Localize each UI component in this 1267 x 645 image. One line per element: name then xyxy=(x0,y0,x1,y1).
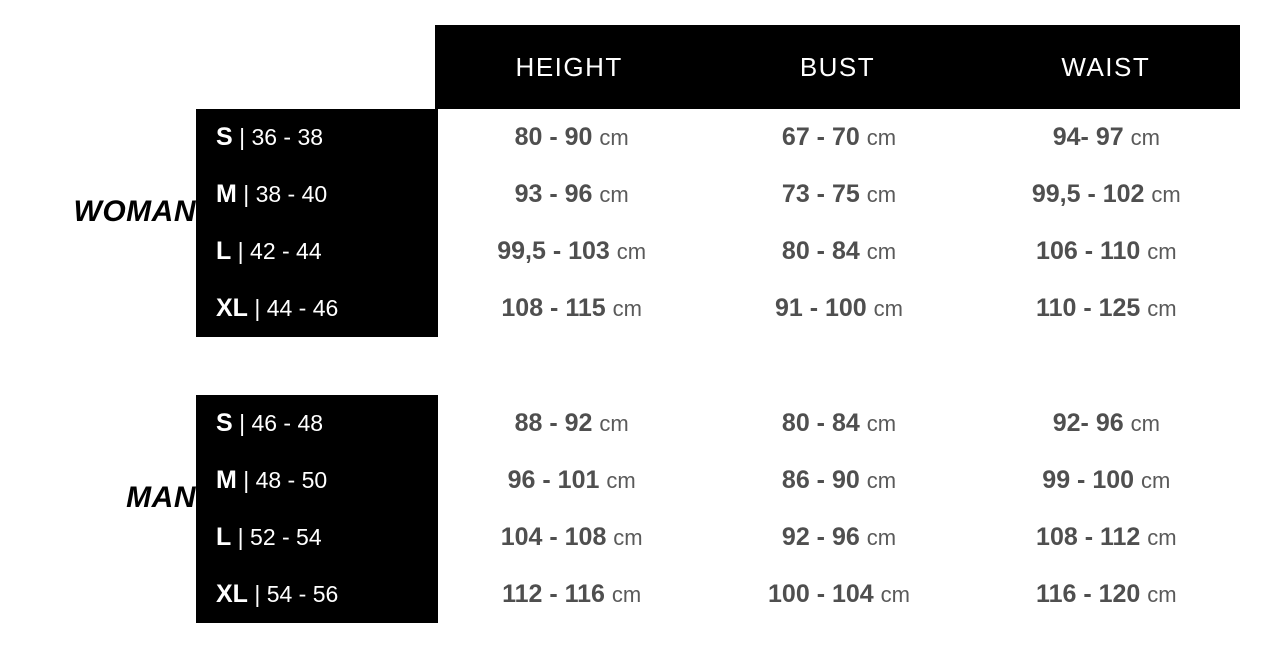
height-value xyxy=(438,409,705,438)
unit-label: cm xyxy=(1147,296,1177,321)
group-label-man: MAN xyxy=(126,481,196,514)
unit-label: cm xyxy=(1141,468,1171,493)
size-label: L xyxy=(216,523,232,551)
unit-label: cm xyxy=(606,468,636,493)
unit-label: cm xyxy=(866,411,897,436)
unit-label: cm xyxy=(1151,182,1181,207)
bust-number: 86 - 90 xyxy=(781,466,860,494)
table-row xyxy=(196,109,1240,166)
bust-number: 92 - 96 xyxy=(781,523,860,551)
waist-number: 116 - 120 xyxy=(1036,580,1141,608)
bust-number: 73 - 75 xyxy=(781,180,860,208)
table-row xyxy=(196,395,1240,452)
column-header-height: HEIGHT xyxy=(515,51,623,82)
height-value xyxy=(438,523,705,552)
bust-value xyxy=(705,294,972,323)
unit-label: cm xyxy=(599,125,629,150)
unit-label: cm xyxy=(599,182,629,207)
size-cell xyxy=(196,466,438,495)
bust-number: 80 - 84 xyxy=(781,237,860,265)
height-number: 93 - 96 xyxy=(514,180,593,208)
waist-value xyxy=(973,409,1240,438)
table-row xyxy=(196,566,1240,623)
table-header-row xyxy=(435,25,1240,109)
size-label: M xyxy=(216,466,237,494)
group-label-woman: WOMAN xyxy=(73,195,196,228)
table-row xyxy=(196,509,1240,566)
height-value xyxy=(438,237,705,266)
size-range: | 42 - 44 xyxy=(237,238,322,264)
waist-value xyxy=(973,580,1240,609)
height-value xyxy=(438,180,705,209)
unit-label: cm xyxy=(866,525,897,550)
size-cell xyxy=(196,237,438,266)
unit-label: cm xyxy=(866,239,897,264)
height-number: 104 - 108 xyxy=(500,523,607,551)
waist-number: 94- 97 xyxy=(1052,123,1124,151)
size-label: XL xyxy=(216,580,248,608)
waist-value xyxy=(973,466,1240,495)
size-range: | 46 - 48 xyxy=(239,410,324,436)
size-cell xyxy=(196,523,438,552)
column-header-bust: BUST xyxy=(799,51,876,82)
size-range: | 38 - 40 xyxy=(243,181,328,207)
height-value xyxy=(438,294,705,323)
column-header-waist: WAIST xyxy=(1061,51,1151,82)
table-row xyxy=(196,280,1240,337)
height-value xyxy=(438,123,705,152)
rows-woman xyxy=(196,109,1240,337)
unit-label: cm xyxy=(613,525,643,550)
size-cell xyxy=(196,409,438,438)
size-label: XL xyxy=(216,294,248,322)
size-cell xyxy=(196,580,438,609)
bust-value xyxy=(705,237,972,266)
waist-number: 110 - 125 xyxy=(1036,294,1141,322)
size-cell xyxy=(196,294,438,323)
size-label: M xyxy=(216,180,237,208)
bust-number: 80 - 84 xyxy=(781,409,860,437)
waist-number: 99 - 100 xyxy=(1042,466,1135,494)
size-label: S xyxy=(216,409,233,437)
waist-number: 106 - 110 xyxy=(1036,237,1141,265)
bust-number: 91 - 100 xyxy=(774,294,867,322)
height-value xyxy=(438,466,705,495)
waist-value xyxy=(973,294,1240,323)
unit-label: cm xyxy=(616,239,647,264)
waist-number: 99,5 - 102 xyxy=(1031,180,1145,208)
unit-label: cm xyxy=(873,296,903,321)
unit-label: cm xyxy=(1147,239,1177,264)
waist-number: 108 - 112 xyxy=(1036,523,1141,551)
height-value xyxy=(438,580,705,609)
bust-value xyxy=(705,123,972,152)
bust-value xyxy=(705,523,972,552)
size-range: | 36 - 38 xyxy=(239,124,324,150)
waist-number: 92- 96 xyxy=(1052,409,1124,437)
size-cell xyxy=(196,123,438,152)
bust-value xyxy=(705,580,972,609)
bust-value xyxy=(705,180,972,209)
table-header-band xyxy=(435,25,1240,109)
unit-label: cm xyxy=(880,582,910,607)
bust-value xyxy=(705,409,972,438)
unit-label: cm xyxy=(1147,582,1177,607)
height-number: 96 - 101 xyxy=(507,466,600,494)
unit-label: cm xyxy=(1147,525,1177,550)
unit-label: cm xyxy=(866,182,897,207)
height-number: 108 - 115 xyxy=(501,294,606,322)
unit-label: cm xyxy=(612,296,642,321)
table-row xyxy=(196,166,1240,223)
rows-man xyxy=(196,395,1240,623)
size-label: S xyxy=(216,123,233,151)
unit-label: cm xyxy=(866,125,897,150)
section-woman xyxy=(0,109,1267,337)
table-row xyxy=(196,223,1240,280)
height-number: 80 - 90 xyxy=(514,123,593,151)
section-man xyxy=(0,395,1267,623)
size-cell xyxy=(196,180,438,209)
bust-number: 100 - 104 xyxy=(768,580,874,608)
unit-label: cm xyxy=(866,468,897,493)
unit-label: cm xyxy=(1130,411,1160,436)
waist-value xyxy=(973,180,1240,209)
unit-label: cm xyxy=(599,411,629,436)
bust-value xyxy=(705,466,972,495)
waist-value xyxy=(973,237,1240,266)
size-range: | 52 - 54 xyxy=(237,524,322,550)
size-range: | 44 - 46 xyxy=(254,295,339,321)
waist-value xyxy=(973,523,1240,552)
size-range: | 54 - 56 xyxy=(254,581,339,607)
unit-label: cm xyxy=(1130,125,1160,150)
height-number: 112 - 116 xyxy=(502,580,605,608)
size-label: L xyxy=(216,237,232,265)
table-row xyxy=(196,452,1240,509)
bust-number: 67 - 70 xyxy=(781,123,860,151)
unit-label: cm xyxy=(611,582,642,607)
waist-value xyxy=(973,123,1240,152)
size-range: | 48 - 50 xyxy=(243,467,328,493)
height-number: 88 - 92 xyxy=(514,409,593,437)
height-number: 99,5 - 103 xyxy=(497,237,610,265)
